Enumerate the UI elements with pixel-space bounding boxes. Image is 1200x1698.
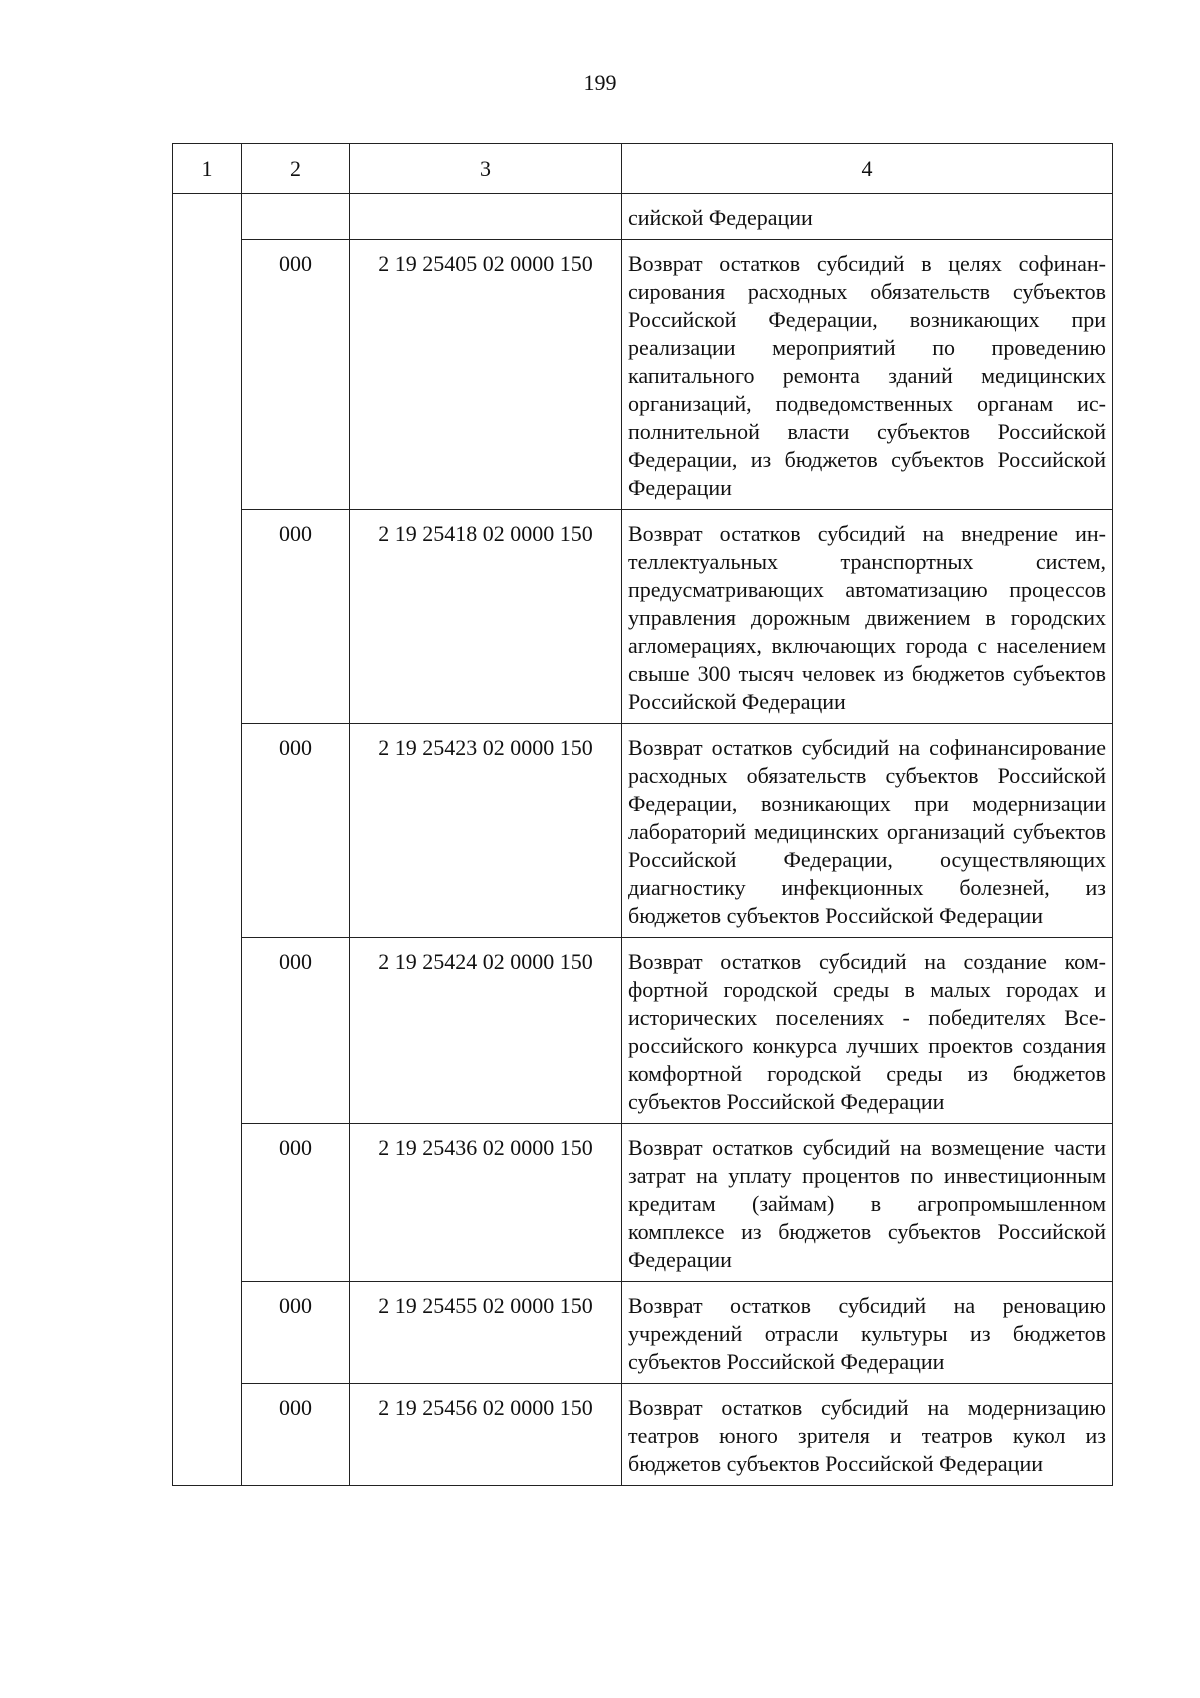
admin-code-cell: 000 <box>242 938 350 1124</box>
table-header <box>173 144 1113 194</box>
admin-code-cell: 000 <box>242 510 350 724</box>
header-col-4: 4 <box>622 144 1113 194</box>
table-row <box>173 938 1113 1124</box>
classification-code-cell: 2 19 25455 02 0000 150 <box>350 1282 622 1384</box>
admin-code-cell: 000 <box>242 240 350 510</box>
table-row-continuation <box>173 194 1113 240</box>
table-row <box>173 240 1113 510</box>
admin-code-cell: 000 <box>242 1384 350 1486</box>
table-row <box>173 1384 1113 1486</box>
table-row <box>173 724 1113 938</box>
group-cell <box>173 194 242 1486</box>
header-row <box>173 144 1113 194</box>
classification-code-cell: 2 19 25423 02 0000 150 <box>350 724 622 938</box>
table-row <box>173 1124 1113 1282</box>
admin-code-cell: 000 <box>242 1124 350 1282</box>
table-body <box>173 194 1113 1486</box>
header-col-2: 2 <box>242 144 350 194</box>
admin-cell <box>242 194 350 240</box>
classification-code-cell: 2 19 25424 02 0000 150 <box>350 938 622 1124</box>
description-cell: сийской Федерации <box>622 194 1113 240</box>
description-cell: Возврат остатков субсидий на реновацию учреждений отрасли культуры из бюджетов субъектов Российской Федерации <box>622 1282 1113 1384</box>
table-row <box>173 1282 1113 1384</box>
header-col-1: 1 <box>173 144 242 194</box>
classification-code-cell: 2 19 25436 02 0000 150 <box>350 1124 622 1282</box>
description-cell: Возврат остатков субсидий на модернизацию театров юного зрителя и театров кукол из бюджетов субъектов Российской Федерации <box>622 1384 1113 1486</box>
classification-code-cell: 2 19 25418 02 0000 150 <box>350 510 622 724</box>
description-cell: Возврат остатков субсидий в целях софинансирования расходных обязательств субъектов Российской Федерации, возникающих при реализации мероприятий по проведению капитального ремонта зданий медицинских организаций, подведомственных органам исполнительной власти субъектов Российской Федерации, из бюджетов субъектов Российской Федерации <box>622 240 1113 510</box>
code-cell <box>350 194 622 240</box>
admin-code-cell: 000 <box>242 724 350 938</box>
description-cell: Возврат остатков субсидий на софинансирование расходных обязательств субъектов Российской Федерации, возникающих при модернизации лабораторий медицинских организаций субъектов Российской Федерации, осуществляющих диагностику инфекционных болезней, из бюджетов субъектов Российской Федерации <box>622 724 1113 938</box>
table-row <box>173 510 1113 724</box>
description-cell: Возврат остатков субсидий на создание комфортной городской среды в малых городах и исторических поселениях - победителях Всероссийского конкурса лучших проектов создания комфортной городской среды из бюджетов субъектов Российской Федерации <box>622 938 1113 1124</box>
admin-code-cell: 000 <box>242 1282 350 1384</box>
page-number: 199 <box>583 70 617 95</box>
classification-code-cell: 2 19 25456 02 0000 150 <box>350 1384 622 1486</box>
header-col-3: 3 <box>350 144 622 194</box>
description-cell: Возврат остатков субсидий на внедрение интеллектуальных транспортных систем, предусматривающих автоматизацию процессов управления дорожным движением в городских агломерациях, включающих города с населением свыше 300 тысяч человек из бюджетов субъектов Российской Федерации <box>622 510 1113 724</box>
budget-classification-table <box>172 143 1113 1486</box>
classification-code-cell: 2 19 25405 02 0000 150 <box>350 240 622 510</box>
description-cell: Возврат остатков субсидий на возмещение части затрат на уплату процентов по инвестиционным кредитам (займам) в агропромышленном комплексе из бюджетов субъектов Российской Федерации <box>622 1124 1113 1282</box>
